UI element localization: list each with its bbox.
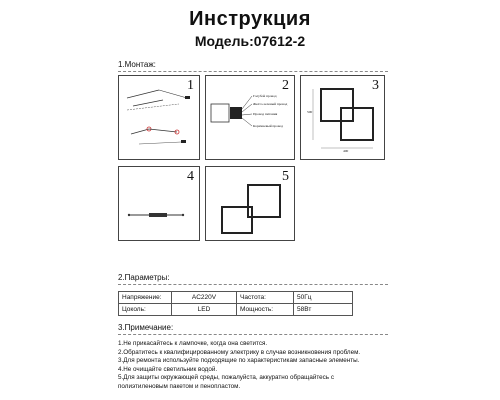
mounting-drill-illustration xyxy=(119,76,201,161)
list-item: 1.Не прикасайтесь к лампочке, когда она светится. xyxy=(118,340,268,347)
panel-step-4 xyxy=(118,166,200,241)
list-item: 5.Для защиты окружающей среды, пожалуйста, аккуратно обращайтесь с xyxy=(118,374,334,381)
panel-step-5 xyxy=(205,166,295,241)
list-item: 2.Обратитесь к квалифицированному электрику в случае возникновения проблем. xyxy=(118,348,361,356)
panel-step-3 xyxy=(300,75,385,160)
param-label: Цоколь: xyxy=(119,304,172,316)
wire-label: Коричневый провод xyxy=(253,124,283,128)
divider xyxy=(118,334,388,335)
step-number: 1 xyxy=(187,78,194,93)
param-label: Частота: xyxy=(237,292,294,304)
document-title: Инструкция xyxy=(189,8,311,30)
step-number: 3 xyxy=(372,78,379,93)
divider xyxy=(118,284,388,285)
notes-list xyxy=(118,340,360,391)
height-dimension: 500 xyxy=(307,110,313,114)
step-number: 5 xyxy=(282,169,289,184)
wire-label: Желто-зеленый провод xyxy=(253,102,288,106)
section-mounting-heading: 1.Монтаж: xyxy=(118,60,156,69)
panel-step-1 xyxy=(118,75,200,160)
wire-label: Провод питания xyxy=(253,112,278,116)
param-label: Мощность: xyxy=(237,304,294,316)
model-number: Модель:07612-2 xyxy=(194,33,306,49)
mounting-bar-illustration xyxy=(119,167,201,242)
divider xyxy=(118,71,388,72)
width-dimension: 400 xyxy=(343,149,349,153)
param-value: 58Вт xyxy=(294,304,353,316)
step-number: 2 xyxy=(282,78,289,93)
step-number: 4 xyxy=(187,169,194,184)
table-row xyxy=(119,292,353,304)
wiring-diagram xyxy=(206,76,296,161)
panel-step-2 xyxy=(205,75,295,160)
table-row xyxy=(119,304,353,316)
param-label: Напряжение: xyxy=(119,292,172,304)
param-value: 50Гц xyxy=(294,292,353,304)
parameters-table xyxy=(118,291,353,316)
wire-label: Голубой провод xyxy=(253,94,277,98)
list-item: полиэтиленовым пакетом и пенопластом. xyxy=(118,382,241,390)
param-value: LED xyxy=(172,304,237,316)
list-item: 3.Для ремонта используйте подходящие по характеристикам запасные элементы. xyxy=(118,357,360,364)
assembled-fixture-drawing xyxy=(206,167,296,242)
list-item: 4.Не очищайте светильник водой. xyxy=(118,365,218,373)
param-value: AC220V xyxy=(172,292,237,304)
section-notes-heading: 3.Примечание: xyxy=(118,323,174,332)
section-parameters-heading: 2.Параметры: xyxy=(118,273,170,282)
